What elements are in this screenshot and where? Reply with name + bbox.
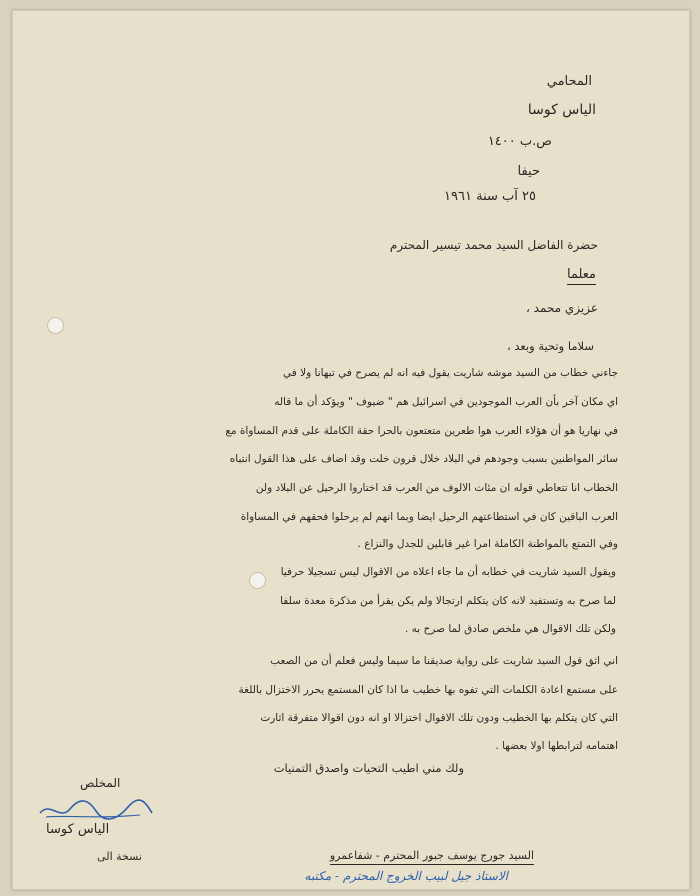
body-line: جاءني خطاب من السيد موشه شاريت يقول فيه انه لم يصرح في تبهانا ولا في: [283, 367, 618, 379]
body-line: وفي التمتع بالمواطنة الكاملة امرا غير قابلين للجدل والنزاع .: [357, 538, 618, 550]
body-line: لما صرح به وتستفيد لانه كان يتكلم ارتجالا ولم يكن يقرأ من مذكرة معدة سلفا: [280, 595, 616, 607]
addressee-location: معلما: [567, 267, 596, 285]
greeting: سلاما وتحية وبعد ،: [507, 339, 594, 353]
body-line: التي كان يتكلم بها الخطيب ودون تلك الاقوال اختزالا او انه دون اقوالا متفرقة اثارت: [260, 712, 618, 724]
body-line: في نهاريا هو أن هؤلاء العرب هوا طعرين متعتعون بالحرا حقة الكاملة على قدم المساواة مع: [225, 425, 618, 437]
closing-line: ولك مني اطيب التحيات واصدق التمنيات: [273, 761, 464, 775]
body-line: ولكن تلك الاقوال هي ملخص صادق لما صرح به .: [404, 623, 616, 635]
body-line: العرب الباقين كان في استطاعتهم الرحيل ايضا وبما انهم لم يرحلوا فحقهم في المساواة: [240, 511, 618, 523]
header-name: الياس كوسا: [527, 102, 596, 118]
body-line: سائر المواطنين بسبب وجودهم في البلاد خلال قرون خلت وقد اضاف على هذا القول انتباه: [229, 453, 618, 465]
punch-hole: [249, 572, 266, 589]
signature-label: المخلص: [80, 776, 121, 790]
header-title: المحامي: [546, 74, 592, 89]
header-po-box: ص.ب ١٤٠٠: [487, 134, 552, 149]
header-date: ٢٥ آب سنة ١٩٦١: [444, 189, 536, 204]
body-line: اني اثق قول السيد شاريت على رواية صديقنا ما سيما وليس فعلم أن من الصعب: [270, 655, 618, 667]
signature-scribble: [36, 795, 156, 825]
salutation: عزيزي محمد ،: [525, 301, 598, 315]
body-line: الخطاب انا تتعاطي قوله ان مئات الالوف من العرب قد اختاروا الرحيل عن البلاد ولن: [255, 482, 618, 494]
body-line: اهتمامه لترابطها اولا بعضها .: [495, 740, 618, 752]
cc-label: نسخة الى: [97, 850, 142, 863]
cc-recipient-handwritten: الاستاذ جيل لبيب الخروج المحترم - مكتبه: [304, 869, 508, 883]
punch-hole: [47, 317, 64, 334]
header-city: حيفا: [517, 164, 540, 179]
addressee-line: حضرة الفاضل السيد محمد تيسير المحترم: [389, 238, 598, 252]
letter-page: [12, 10, 690, 890]
cc-recipient-typed: السيد جورج يوسف جبور المحترم - شفاعمرو: [330, 849, 534, 865]
body-line: ويقول السيد شاريت في خطابه أن ما جاء اعلاه من الاقوال ليس تسجيلا حرفيا: [280, 566, 616, 578]
signature-name: الياس كوسا: [46, 822, 110, 837]
body-line: على مستمع اعادة الكلمات التي تفوه بها خطيب ما اذا كان المستمع يحرر الاختزال باللغة: [238, 684, 618, 696]
body-line: اي مكان آخر بأن العرب الموجودين في اسرائيل هم " ضيوف " ويؤكد أن ما قاله: [274, 396, 618, 408]
